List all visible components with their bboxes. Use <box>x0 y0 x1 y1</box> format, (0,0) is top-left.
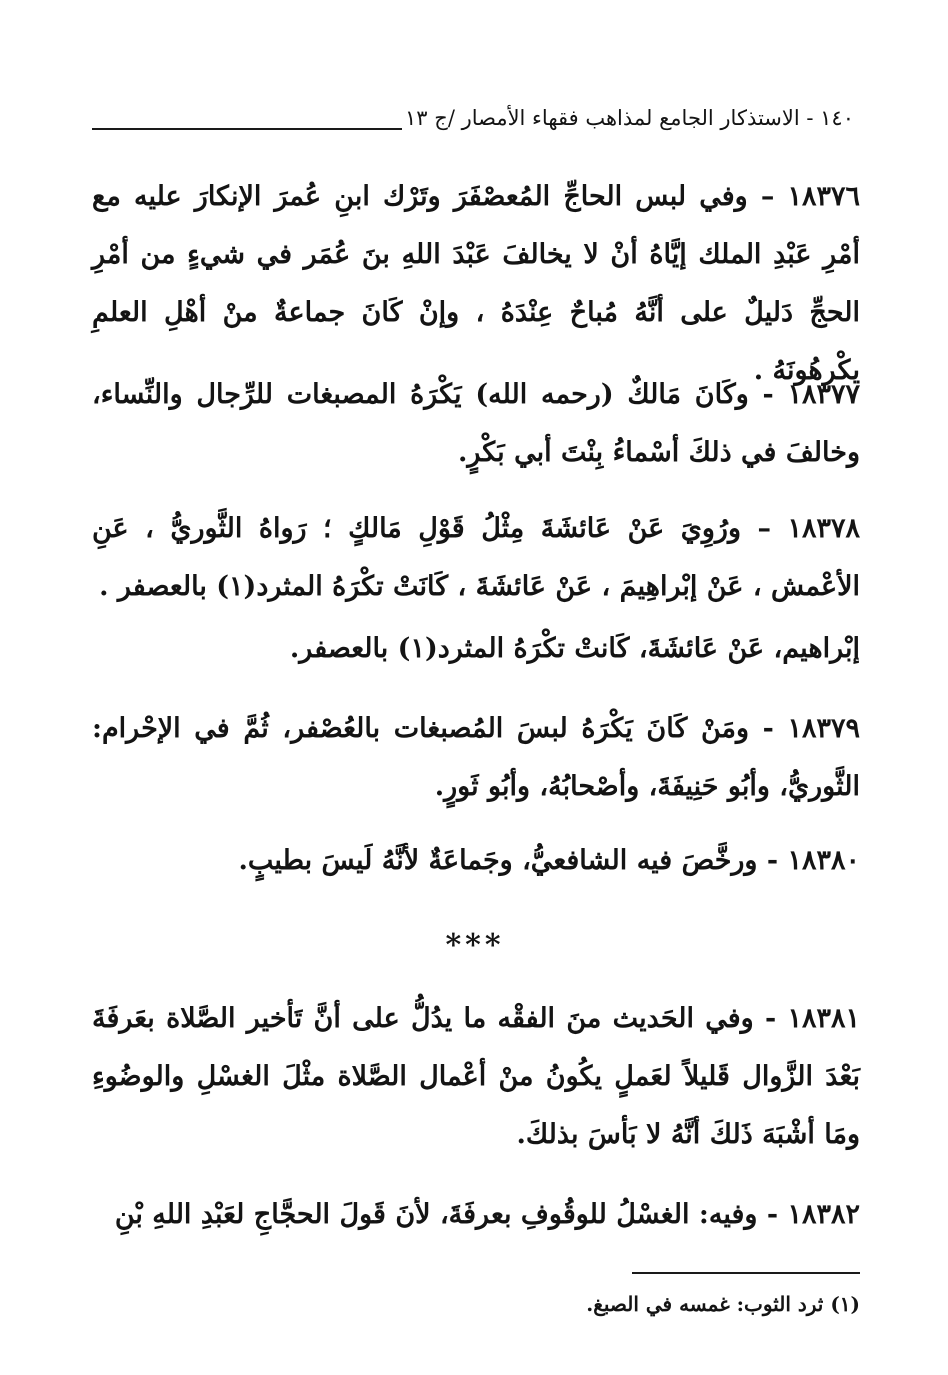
section-separator: *** <box>445 928 505 963</box>
paragraph-text: - ومَنْ كَانَ يَكْرَهُ لبسَ المُصبغات بالعُصْفر، ثُمَّ في الإحْرام: الثَّوريُّ، وأبُو حَنِيفَةَ، وأصْحابُهُ، وأبُو ثَورٍ. <box>92 713 860 802</box>
paragraph-number: ١٨٣٨١ <box>787 1003 860 1034</box>
paragraph-text: - وكَانَ مَالكٌ (رحمه الله) يَكْرَهُ المصبغات للرِّجال والنِّساء، وخالفَ في ذلكَ أسْماءُ بِنْتَ أبي بَكْرٍ. <box>92 379 860 468</box>
paragraph-text: - وفي الحَديث منَ الفقْه ما يدُلُّ على أنَّ تَأخير الصَّلاة بعَرفَةَ بَعْدَ الزَّوال قَليلاً لعَملٍ يكُونُ منْ أعْمال الصَّلاة مثْلَ الغسْلِ والوضُوءِ ومَا أشْبَهَ ذَلكَ أنَّهُ لا بَأسَ بذلكَ. <box>92 1003 860 1150</box>
running-header <box>92 106 854 146</box>
paragraph-text: - ورخَّصَ فيه الشافعيُّ، وجَماعَةٌ لأنَّهُ لَيسَ بطيبٍ. <box>238 845 779 876</box>
paragraph-18379 <box>92 700 860 816</box>
paragraph-text: - وفيه: الغسْلُ للوقُوفِ بعرفَةَ، لأنَ قَولَ الحجَّاجِ لعَبْدِ اللهِ بْنِ <box>114 1199 779 1230</box>
paragraph-number: ١٨٣٧٧ <box>787 379 860 410</box>
header-title: ١٤٠ - الاستذكار الجامع لمذاهب فقهاء الأمصار /ج ١٣ <box>405 106 854 130</box>
footnote-term: ثرد الثوب: <box>736 1292 824 1316</box>
paragraph-duplicate-line <box>92 620 860 678</box>
paragraph-18382 <box>92 1186 860 1244</box>
footnote-marker: (١) <box>830 1292 860 1316</box>
footnote-rule <box>632 1272 860 1274</box>
paragraph-number: ١٨٣٧٨ <box>787 513 860 544</box>
paragraph-number: ١٨٣٨٠ <box>787 845 860 876</box>
paragraph-number: ١٨٣٨٢ <box>787 1199 860 1230</box>
header-rule <box>92 128 402 130</box>
paragraph-text: – وفي لبس الحاجِّ المُعصْفَرَ وتَرْك ابنِ عُمرَ الإنكارَ عليه مع أمْرِ عَبْدِ الملك إيَّاهُ أنْ لا يخالفَ عَبْدَ اللهِ بنَ عُمَر في شيءٍ من أمْرِ الحجِّ دَليلٌ على أنَّهُ مُباحٌ عِنْدَهُ ، وإنْ كَانَ جماعةٌ منْ أهْلِ العلمِ يكْرهُونَهُ . <box>92 181 860 386</box>
paragraph-text: – ورُوِيَ عَنْ عَائشَةَ مِثْلُ قَوْلِ مَالكٍ ؛ رَواهُ الثَّوريُّ ، عَنِ الأعْمش ، عَنْ إبْراهِيمَ ، عَنْ عَائشَةَ ، كَانَتْ تكْرَهُ المثرد(١) بالعصفر . <box>92 513 860 602</box>
paragraph-18377 <box>92 366 860 482</box>
paragraph-text: إبْراهيم، عَنْ عَائشَةَ، كَانتْ تكْرَهُ المثرد(١) بالعصفر. <box>289 633 860 664</box>
paragraph-number: ١٨٣٧٦ <box>787 181 860 212</box>
paragraph-18381 <box>92 990 860 1164</box>
paragraph-number: ١٨٣٧٩ <box>787 713 860 744</box>
footnote-text: غمسه في الصبغ. <box>586 1292 730 1316</box>
paragraph-18378 <box>92 500 860 616</box>
paragraph-18380 <box>92 832 860 890</box>
footnote <box>380 1292 860 1316</box>
